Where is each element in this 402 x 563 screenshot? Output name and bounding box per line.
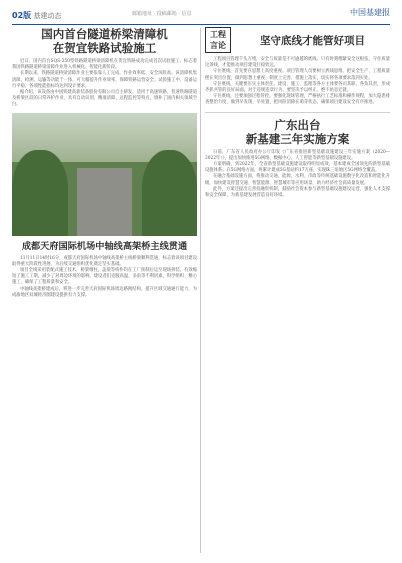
article-headline-1b: 在贺宜铁路试验施工 bbox=[52, 41, 157, 55]
article-photo bbox=[12, 113, 197, 236]
article-paragraph: 日前，广东省人民政府办公厅印发《广东省推进新型基础设施建设三年实施方案（2020—2022年）》，提出加快推进5G网络、数据中心、人工智能等新型基础设施建设。 bbox=[205, 149, 390, 161]
article-paragraph: 中轴线高架桥建成后，将进一步完善天府国际机场周边路网结构，提升区域交通通行能力，为成渝地区双城经济圈建设提供有力支撑。 bbox=[12, 286, 197, 298]
page-number: 02版 bbox=[12, 11, 32, 20]
article-paragraph: 守住底线，首先要在思想上高度重视。项目管理人员要树立底线思维，把安全生产、工程质量摆在突出位置，做到思想上重视、制度上完善、措施上落实，切实将各项要求落到实处。 bbox=[205, 69, 390, 81]
article-headline-3b: 新基建三年实施方案 bbox=[245, 131, 350, 146]
header-info: 邮箱地址 · 投稿邮箱 · 信息 bbox=[132, 11, 192, 17]
editorial-headline: 坚守底线才能管好项目 bbox=[260, 35, 365, 47]
article-headline-1a: 国内首台隧道桥梁清障机 bbox=[41, 27, 168, 41]
right-column bbox=[205, 27, 390, 199]
column-divider bbox=[200, 28, 201, 553]
section-label bbox=[12, 10, 61, 21]
article-headline-3a: 广东出台 bbox=[274, 117, 321, 132]
article-paragraph: 工程项目管理千头万绪，安全与质量是不可逾越的底线。只有时刻绷紧安全这根弦，守住质量这条线，才能推动项目建设行稳致远。 bbox=[205, 57, 390, 69]
newspaper-brand: 中国基建报 bbox=[350, 8, 390, 17]
article-paragraph: 此外，方案还提出完善投融资机制，鼓励社会资本参与新型基础设施建设运营，强化人才支撑和安全保障，为新基建发展营造良好环境。 bbox=[205, 186, 390, 199]
article-paragraph: 守住底线，还要加强过程管控。要强化现场管理，严格执行工艺标准和操作规程，加大隐患排查整治力度，做到早发现、早处置，把风险消除在萌芽状态，确保项目建设安全有序推进。 bbox=[205, 94, 390, 106]
badge-line-2: 言论 bbox=[210, 40, 226, 50]
column-badge bbox=[205, 27, 231, 53]
article-paragraph: 长期以来，铁路隧道桥梁清障作业主要依靠人工完成，作业效率低、安全风险高。该清障机集清障、检测、运输等功能于一体，可大幅提升作业效率，保障铁路运营安全。试验施工中，设备运行平稳，各项性能指标均达到设计要求。 bbox=[12, 71, 197, 89]
article-paragraph: 据介绍，该设备由中国铁建高新装备股份有限公司自主研发，适用于高速铁路、普速铁路隧道及桥梁区段的日常养护作业，具有自动识别、精准清障、远程监控等特点，填补了国内相关领域空白。 bbox=[12, 90, 197, 108]
article-paragraph: 守住底线，关键要压实主体责任。建设、施工、监理等各方主体要各司其职、各负其责，形成齐抓共管的良好局面。对于违规违章行为，要坚决予以纠正，绝不姑息迁就。 bbox=[205, 81, 390, 94]
article-paragraph: 方案明确，到2022年，全省新型基础设施建设取得明显成效，基本建成全国领先的新型基础设施体系。在5G网络方面，将累计建成5G基站约17万座，实现珠三角地区5G网络全覆盖。 bbox=[205, 162, 390, 174]
page-header bbox=[12, 6, 390, 24]
badge-line-1: 工程 bbox=[210, 29, 226, 39]
article-headline-2: 成都天府国际机场中轴线高架桥主线贯通 bbox=[21, 240, 188, 252]
section-rule bbox=[205, 112, 390, 113]
article-paragraph: 在融合基础设施方面，将推动交通、能源、水利、市政等传统基础设施数字化改造和智能化升级，加快建设智慧交通、智慧能源、智慧城市等应用场景，助力经济社会高质量发展。 bbox=[205, 174, 390, 186]
left-column bbox=[12, 27, 197, 299]
section-name: 基建动态 bbox=[33, 12, 62, 20]
article-paragraph: 11月11日14时16分，成都天府国际机场中轴线高架桥主线桥梁顺利贯通，标志着该项目建设取得重大阶段性进展，为后续交通组织优化奠定坚实基础。 bbox=[12, 255, 197, 267]
article-paragraph: 项目全线采用装配式施工技术，桥梁墩柱、盖梁等构件均在工厂预制后运至现场拼装，有效缩短了施工工期，减少了对周边环境的影响。建设者们克服高温、多雨等不利因素，科学组织、精心施工，确保了工程质量和安全。 bbox=[12, 268, 197, 286]
header-rule bbox=[12, 24, 390, 25]
article-paragraph: 近日，国内首台SQS-350型铁路隧道桥梁清障机在贺宜铁路成功完成首次试验施工，标志着我国铁路隧道桥梁清障作业进入机械化、智能化新阶段。 bbox=[12, 59, 197, 71]
